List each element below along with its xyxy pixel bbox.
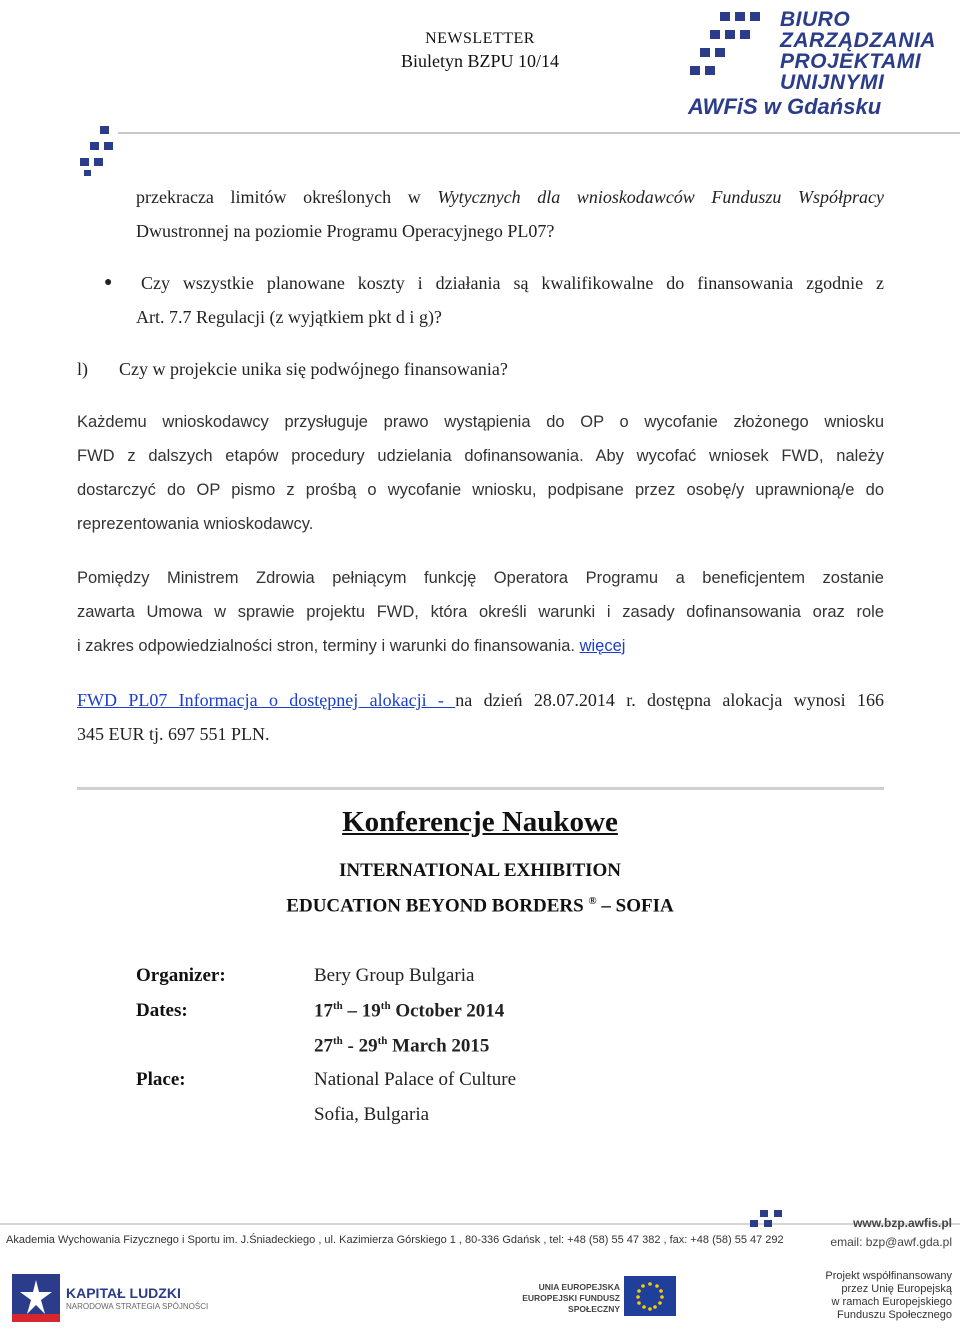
cofinancing-line-3: w ramach Europejskiego — [831, 1296, 952, 1308]
paragraph-3-line-3 — [77, 629, 625, 664]
item-l-text: Czy w projekcie unika się podwójnego finansowania? — [119, 359, 508, 379]
cofinancing-line-4: Funduszu Społecznego — [837, 1309, 952, 1321]
dates-label: Dates: — [136, 1000, 188, 1021]
date-2-sup-2: th — [377, 1035, 388, 1047]
p1-text: przekracza limitów określonych w — [136, 187, 438, 207]
exhibition-city: – SOFIA — [596, 895, 674, 917]
organizer-value: Bery Group Bulgaria — [314, 965, 475, 986]
section-divider — [77, 787, 884, 790]
paragraph-2-line-4: reprezentowania wnioskodawcy. — [77, 515, 314, 533]
logo-line-1: BIURO — [780, 8, 851, 31]
item-l-marker: l) — [77, 359, 88, 379]
cofinancing-line-1: Projekt współfinansowany — [825, 1270, 952, 1282]
date-1 — [314, 1000, 504, 1022]
logo-line-3: PROJEKTAMI — [780, 50, 922, 73]
place-value-2: Sofia, Bulgaria — [314, 1104, 430, 1125]
bullet-item-1: Czy wszystkie planowane koszty i działania są kwalifikowalne do finansowania zgodnie z — [141, 273, 884, 293]
paragraph-1-line-2: Dwustronnej na poziomie Programu Operacyjnego PL07? — [136, 221, 555, 241]
date-1-month: October 2014 — [390, 1000, 505, 1022]
eu-text: UNIA EUROPEJSKA EUROPEJSKI FUNDUSZ SPOŁECZNY — [522, 1282, 620, 1314]
date-2-day-start: 27 — [314, 1035, 333, 1057]
logo-line-4: UNIJNYMI — [780, 71, 885, 94]
conference-section-title: Konferencje Naukowe — [342, 806, 618, 838]
logo-bars-icon — [680, 6, 780, 96]
paragraph-3-line-2: zawarta Umowa w sprawie projektu FWD, która określi warunki i zasady dofinansowania oraz role — [77, 603, 884, 621]
paragraph-4-line-2: 345 EUR tj. 697 551 PLN. — [77, 724, 270, 744]
exhibition-line-2 — [0, 895, 960, 917]
paragraph-2-line-3: dostarczyć do OP pismo z prośbą o wycofanie wniosku, podpisane przez osobę/y uprawnioną/e do — [77, 481, 884, 499]
date-2-sup-1: th — [333, 1035, 343, 1047]
date-1-sup-1: th — [333, 1000, 343, 1012]
more-link[interactable]: więcej — [579, 637, 626, 655]
paragraph-4-line-1 — [77, 683, 884, 718]
date-1-sup-2: th — [380, 1000, 391, 1012]
footer-email: email: bzp@awf.gda.pl — [830, 1235, 952, 1249]
exhibition-name: EDUCATION BEYOND BORDERS — [286, 895, 584, 917]
p3-text: i zakres odpowiedzialności stron, terminy i warunki do finansowania. — [77, 637, 575, 655]
place-label: Place: — [136, 1069, 186, 1090]
date-2-month: March 2015 — [387, 1035, 490, 1057]
decorative-squares-icon — [70, 120, 130, 180]
bzpu-logo — [680, 6, 960, 136]
paragraph-2-line-1: Każdemu wnioskodawcy przysługuje prawo wystąpienia do OP o wycofanie złożonego wniosku — [77, 413, 884, 431]
date-2 — [314, 1035, 489, 1057]
cofinancing-line-2: przez Unię Europejską — [841, 1283, 952, 1295]
footer-website: www.bzp.awfis.pl — [853, 1216, 952, 1230]
bullet-dot-icon: ● — [104, 275, 113, 290]
newsletter-header — [300, 30, 660, 72]
allocation-info-link[interactable]: FWD PL07 Informacja o dostępnej alokacji - — [77, 690, 456, 710]
paragraph-1-line-1 — [136, 180, 884, 215]
bulletin-number: Biuletyn BZPU 10/14 — [400, 51, 559, 71]
cofinancing-note — [0, 1270, 952, 1322]
p1-italic-text: Wytycznych dla wnioskodawców Funduszu Współpracy — [437, 187, 884, 207]
bullet-item-1-cont: Art. 7.7 Regulacji (z wyjątkiem pkt d i g)? — [136, 307, 442, 327]
logo-line-2: ZARZĄDZANIA — [780, 29, 936, 52]
paragraph-2-line-2: FWD z dalszych etapów procedury udzielania dofinansowania. Aby wycofać wniosek FWD, należy — [77, 447, 884, 465]
organizer-label: Organizer: — [136, 965, 226, 986]
logo-subtitle: AWFiS w Gdańsku — [688, 94, 882, 119]
newsletter-label: NEWSLETTER — [425, 30, 535, 47]
date-1-day-start: 17 — [314, 1000, 333, 1022]
footer-address: Akademia Wychowania Fizycznego i Sportu im. J.Śniadeckiego , ul. Kazimierza Górskiego 1 , 80-336 Gdańsk , tel: +48 (58) 55 47 382 , fax: +48 (58) 55 47 292 — [6, 1234, 784, 1246]
paragraph-3-line-1: Pomiędzy Ministrem Zdrowia pełniącym funkcję Operatora Programu a beneficjentem zostanie — [77, 569, 884, 587]
kapital-ludzki-subtitle: NARODOWA STRATEGIA SPÓJNOŚCI — [66, 1302, 209, 1311]
header-divider — [118, 132, 960, 134]
date-1-day-end: – 19 — [342, 1000, 381, 1022]
place-value-1: National Palace of Culture — [314, 1069, 517, 1090]
p4-text: na dzień 28.07.2014 r. dostępna alokacja wynosi 166 — [455, 690, 884, 710]
date-2-day-end: - 29 — [342, 1035, 378, 1057]
exhibition-line-1: INTERNATIONAL EXHIBITION — [338, 860, 622, 881]
registered-mark: ® — [588, 895, 597, 907]
kapital-ludzki-title: KAPITAŁ LUDZKI — [66, 1285, 181, 1301]
